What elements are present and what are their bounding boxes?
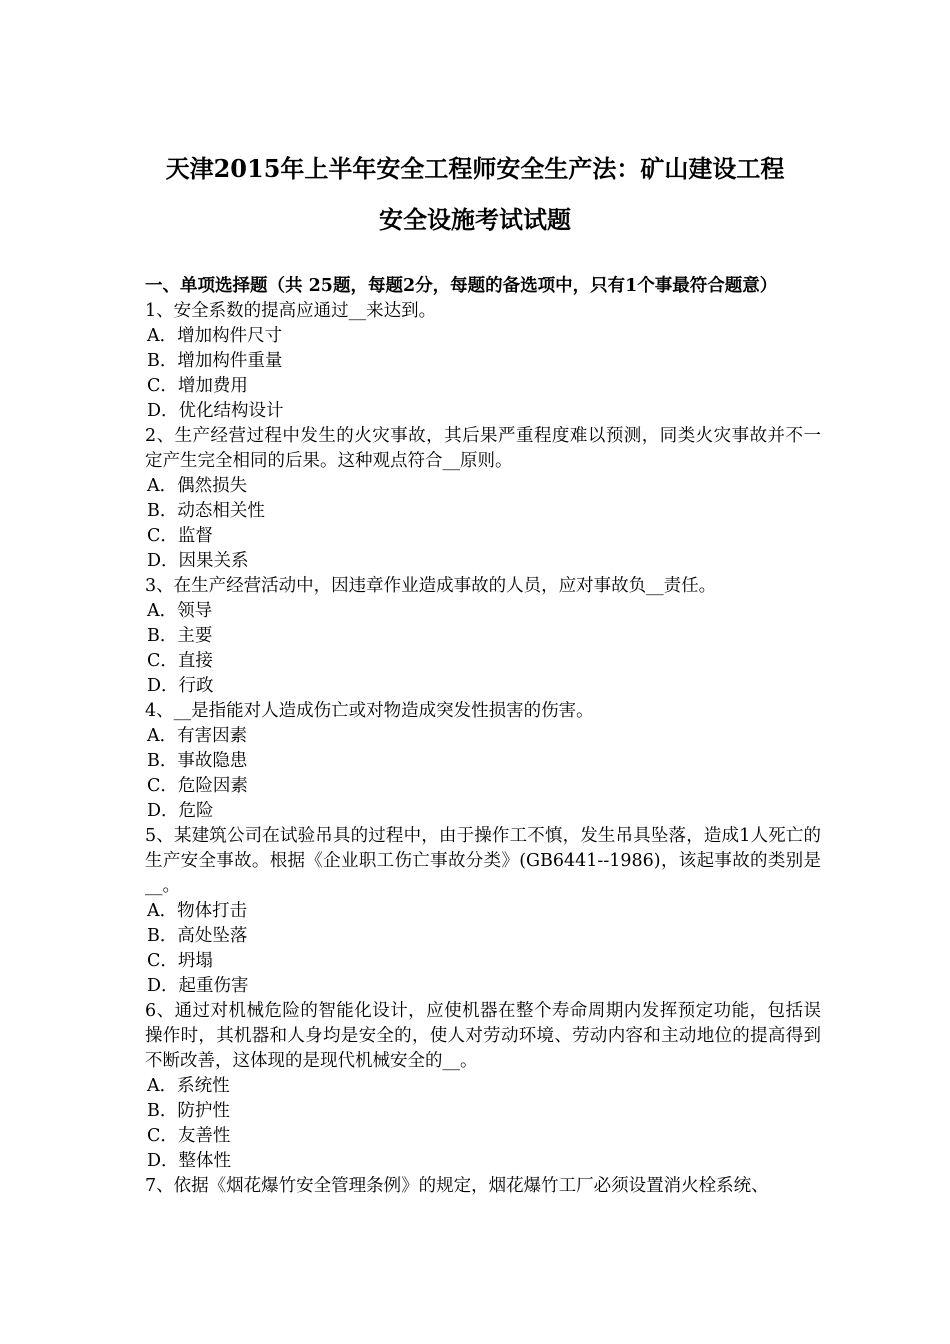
question-stem: 2、生产经营过程中发生的火灾事故，其后果严重程度难以预测，同类火灾事故并不一定产生完全相同的后果。这种观点符合__原则。 bbox=[145, 426, 821, 471]
question-stem: 3、在生产经营活动中，因违章作业造成事故的人员，应对事故负__责任。 bbox=[145, 576, 717, 596]
option-c: C．监督 bbox=[147, 526, 213, 546]
option-b: B．高处坠落 bbox=[147, 926, 248, 946]
option-a: A．物体打击 bbox=[147, 901, 248, 921]
option-c: C．增加费用 bbox=[147, 376, 248, 396]
section-header: 一、单项选择题（共 25题，每题2分，每题的备选项中，只有1个事最符合题意） bbox=[145, 276, 778, 296]
option-a: A．有害因素 bbox=[147, 726, 248, 746]
option-c: C．坍塌 bbox=[147, 951, 213, 971]
option-a: A．偶然损失 bbox=[147, 476, 248, 496]
option-b: B．主要 bbox=[147, 626, 213, 646]
question-stem: 4、__是指能对人造成伤亡或对物造成突发性损害的伤害。 bbox=[145, 701, 594, 721]
question-stem: 7、依据《烟花爆竹安全管理条例》的规定，烟花爆竹工厂必须设置消火栓系统、 bbox=[145, 1176, 769, 1196]
question-4 bbox=[145, 699, 821, 824]
option-b: B．增加构件重量 bbox=[147, 351, 283, 371]
option-a: A．系统性 bbox=[147, 1076, 230, 1096]
question-stem: 1、安全系数的提高应通过__来达到。 bbox=[145, 301, 437, 321]
option-b: B．防护性 bbox=[147, 1101, 230, 1121]
document-title-line-1: 天津2015年上半年安全工程师安全生产法：矿山建设工程 bbox=[165, 154, 785, 183]
option-c: C．直接 bbox=[147, 651, 213, 671]
option-c: C．友善性 bbox=[147, 1126, 231, 1146]
option-a: A．增加构件尺寸 bbox=[147, 326, 283, 346]
question-3 bbox=[145, 574, 821, 699]
question-stem: 5、某建筑公司在试验吊具的过程中，由于操作工不慎，发生吊具坠落，造成1人死亡的生产安全事故。根据《企业职工伤亡事故分类》(GB6441--1986)，该起事故的类别是__。 bbox=[145, 826, 821, 896]
document-content bbox=[145, 274, 821, 1199]
option-d: D．优化结构设计 bbox=[147, 401, 284, 421]
option-d: D．起重伤害 bbox=[147, 976, 249, 996]
option-d: D．因果关系 bbox=[147, 551, 249, 571]
question-stem: 6、通过对机械危险的智能化设计，应使机器在整个寿命周期内发挥预定功能，包括误操作时，其机器和人身均是安全的，使人对劳动环境、劳动内容和主动地位的提高得到不断改善，这体现的是现代机械安全的__。 bbox=[145, 1001, 821, 1071]
question-5 bbox=[145, 824, 821, 999]
question-7 bbox=[145, 1174, 821, 1199]
option-c: C．危险因素 bbox=[147, 776, 248, 796]
document-title-line-2: 安全设施考试试题 bbox=[379, 205, 571, 234]
option-b: B．动态相关性 bbox=[147, 501, 265, 521]
option-d: D．整体性 bbox=[147, 1151, 232, 1171]
option-d: D．危险 bbox=[147, 801, 214, 821]
question-2 bbox=[145, 424, 821, 574]
option-a: A．领导 bbox=[147, 601, 213, 621]
question-1 bbox=[145, 299, 821, 424]
option-b: B．事故隐患 bbox=[147, 751, 248, 771]
option-d: D．行政 bbox=[147, 676, 214, 696]
question-6 bbox=[145, 999, 821, 1174]
